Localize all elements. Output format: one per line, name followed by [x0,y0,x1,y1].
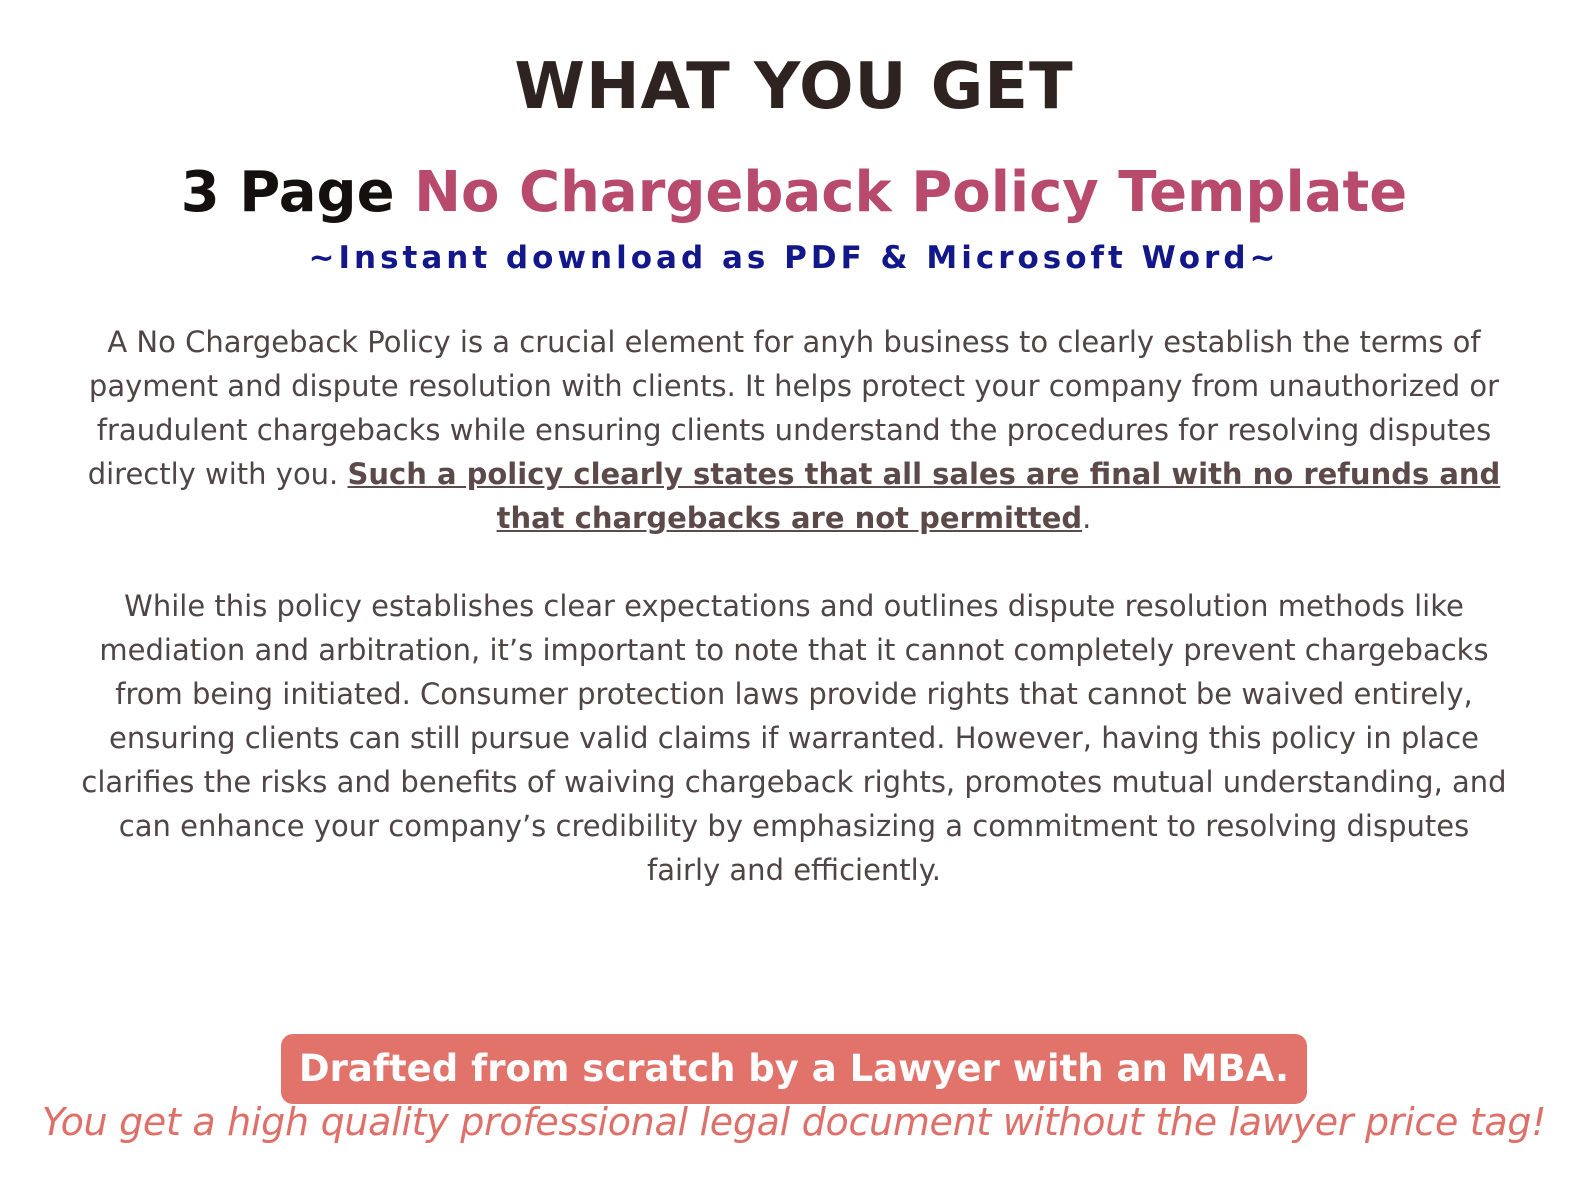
author-badge: Drafted from scratch by a Lawyer with an MBA. [281,1034,1307,1104]
description-paragraph-1 [80,320,1508,540]
author-badge-wrapper [0,1034,1588,1104]
download-format-subtitle: ~Instant download as PDF & Microsoft Word~ [308,240,1280,276]
value-tagline: You get a high quality professional legal document without the lawyer price tag! [41,1100,1547,1144]
product-title-name: No Chargeback Policy Template [414,160,1408,225]
description-paragraph-2: While this policy establishes clear expectations and outlines dispute resolution methods like mediation and arbitration, it’s important to note that it cannot completely prevent chargebacks from being initiated. Consumer protection laws provide rights that cannot be waived entirely, ensuring clients can still pursue valid claims if warranted. However, having this policy in place clarifies the risks and benefits of waiving chargeback rights, promotes mutual understanding, and can enhance your company’s credibility by emphasizing a commitment to resolving disputes fairly and efficiently. [81,589,1507,887]
product-title-prefix: 3 Page [180,160,395,225]
section-heading: WHAT YOU GET [514,50,1074,124]
description-paragraph-1-end: . [1082,501,1092,535]
description-paragraph-1-text: A No Chargeback Policy is a crucial element for anyh business to clearly establish the terms of payment and dispute resolution with clients. It helps protect your company from unauthorized or fraudulent chargebacks while ensuring clients understand the procedures for resolving disputes directly with you. [87,325,1500,491]
policy-emphasis: Such a policy clearly states that all sales are final with no refunds and that chargebacks are not permitted [347,457,1501,535]
product-title [0,160,1588,225]
